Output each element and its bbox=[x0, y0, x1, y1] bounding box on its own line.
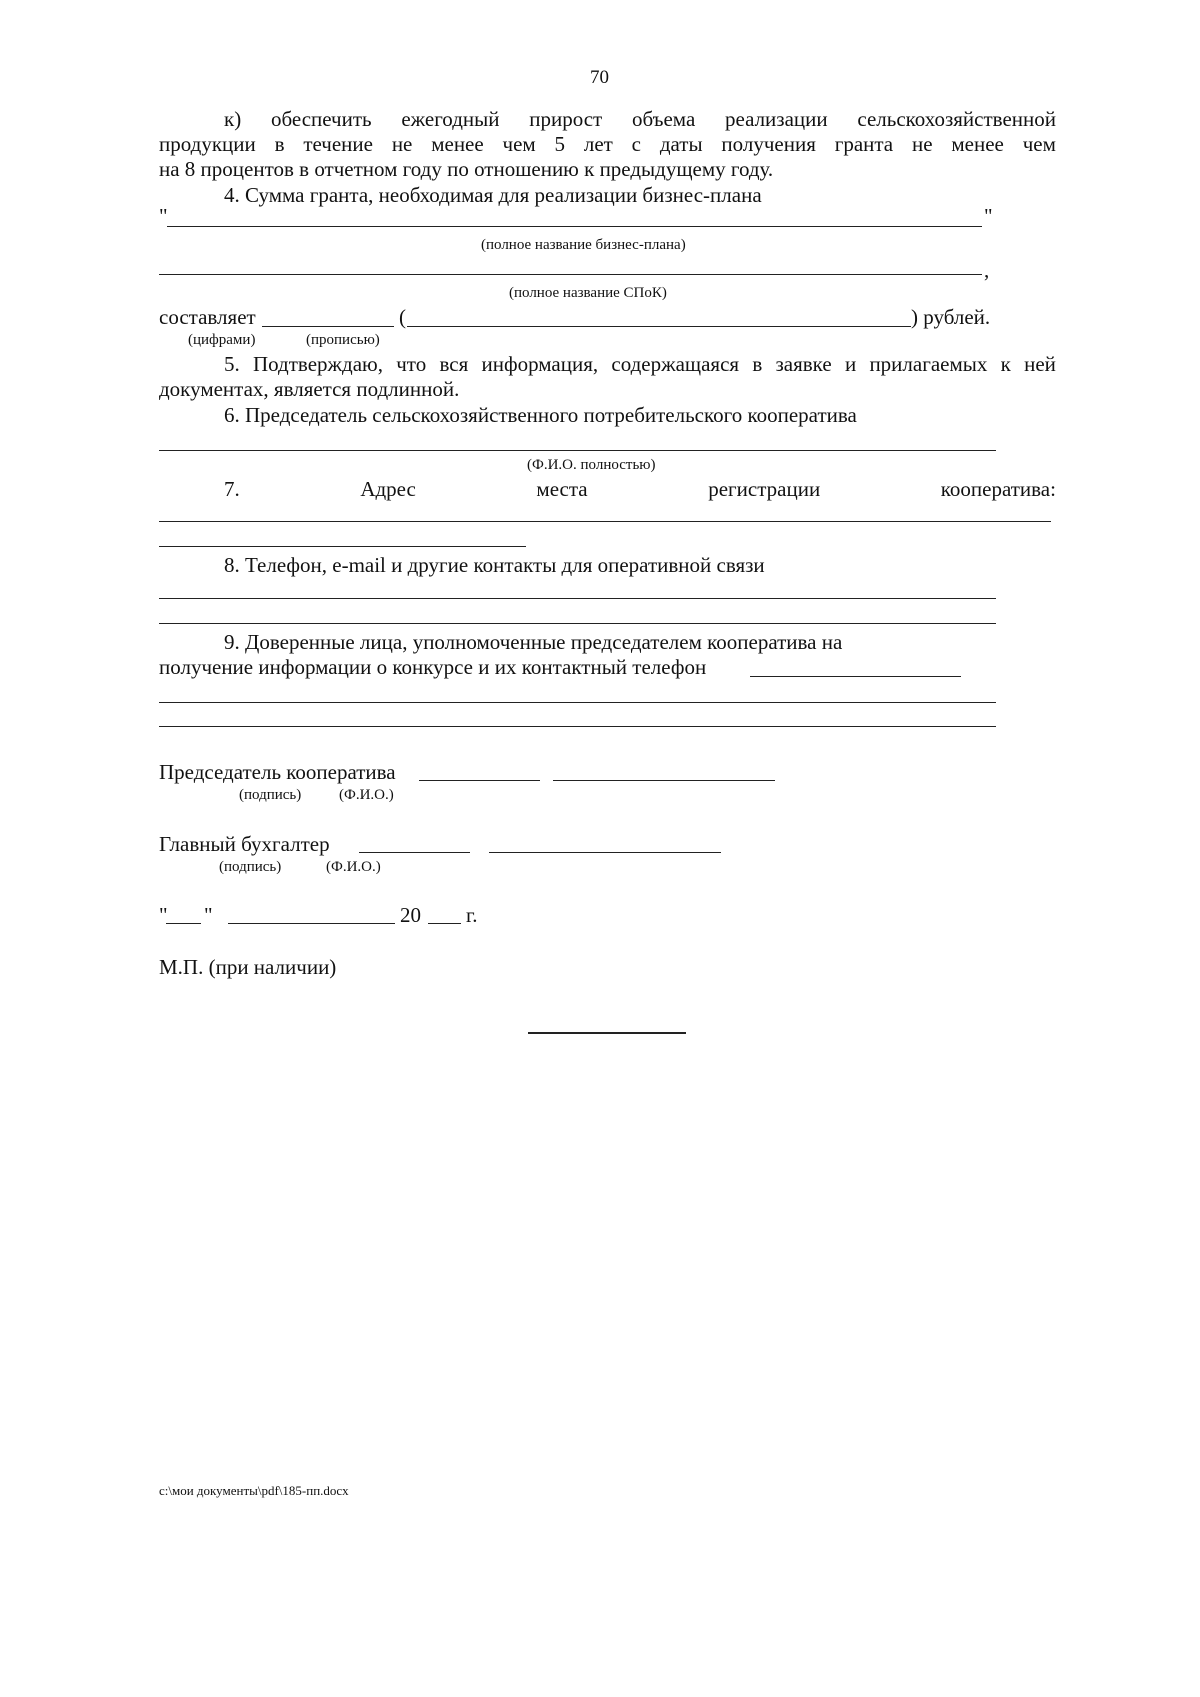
date-year-line[interactable] bbox=[428, 923, 461, 924]
chairman-fio-line[interactable] bbox=[553, 780, 775, 781]
item5-line2: документах, является подлинной. bbox=[159, 377, 460, 401]
item5-line1-word: заявке bbox=[775, 352, 832, 376]
item5-line1-word: содержащаяся bbox=[611, 352, 740, 376]
para-k-line2 bbox=[159, 132, 1056, 156]
amount-prefix: составляет bbox=[159, 305, 256, 329]
para-k-line2-word: менее bbox=[951, 132, 1004, 156]
para-k-line2-word: не bbox=[911, 132, 933, 156]
para-k-line2-word: течение bbox=[303, 132, 373, 156]
date-quote-close: " bbox=[204, 903, 213, 927]
item5-line1-word: вся bbox=[439, 352, 469, 376]
para-k-line2-word: чем bbox=[1022, 132, 1056, 156]
caption-spok-name: (полное название СПоК) bbox=[509, 285, 667, 301]
item5-line1-word: и bbox=[844, 352, 857, 376]
accountant-caption-sign: (подпись) bbox=[219, 859, 282, 875]
stamp-text: М.П. (при наличии) bbox=[159, 955, 337, 979]
amount-digits-line[interactable] bbox=[262, 326, 394, 327]
item5-line1-word: Подтверждаю, bbox=[253, 352, 383, 376]
accountant-fio-line[interactable] bbox=[489, 852, 721, 853]
para-k-line2-word: менее bbox=[431, 132, 484, 156]
item7-word: Адрес bbox=[360, 477, 416, 501]
amount-words-line[interactable] bbox=[407, 326, 911, 327]
para-k-line2-word: даты bbox=[659, 132, 703, 156]
item6-text: 6. Председатель сельскохозяйственного потребительского кооператива bbox=[224, 403, 857, 427]
para-k-line2-word: не bbox=[391, 132, 413, 156]
item5-line1-word: что bbox=[396, 352, 427, 376]
item5-line1-word: прилагаемых bbox=[869, 352, 988, 376]
para-k-line1-word: прирост bbox=[529, 107, 603, 131]
date-year-prefix: 20 bbox=[400, 903, 421, 927]
contacts-line-2[interactable] bbox=[159, 623, 996, 624]
item9-line1: 9. Доверенные лица, уполномоченные председателем кооператива на bbox=[224, 630, 843, 654]
item4-text: 4. Сумма гранта, необходимая для реализации бизнес-плана bbox=[224, 183, 762, 207]
item4-comma: , bbox=[984, 258, 990, 282]
spok-name-line[interactable] bbox=[159, 274, 982, 275]
address-line-1[interactable] bbox=[159, 521, 1051, 522]
amount-open-paren: ( bbox=[399, 305, 406, 329]
para-k-line1-word: реализации bbox=[725, 107, 828, 131]
date-quote-open: " bbox=[159, 903, 168, 927]
item4-quote-open: " bbox=[159, 204, 168, 228]
item8-text: 8. Телефон, e-mail и другие контакты для оперативной связи bbox=[224, 553, 765, 577]
item7-word: места bbox=[536, 477, 588, 501]
plan-name-line[interactable] bbox=[167, 226, 982, 227]
chairman-signature-line[interactable] bbox=[419, 780, 540, 781]
para-k-line2-word: лет bbox=[583, 132, 613, 156]
caption-words: (прописью) bbox=[306, 332, 380, 348]
date-month-line[interactable] bbox=[228, 923, 395, 924]
para-k-line1 bbox=[224, 107, 1056, 131]
para-k-line2-word: 5 bbox=[554, 132, 566, 156]
caption-fio-full: (Ф.И.О. полностью) bbox=[527, 457, 656, 473]
para-k-line1-word: сельскохозяйственной bbox=[857, 107, 1056, 131]
trusted-persons-line-1[interactable] bbox=[159, 702, 996, 703]
amount-suffix: ) рублей. bbox=[911, 305, 991, 329]
page-number: 70 bbox=[590, 67, 609, 88]
para-k-line2-word: получения bbox=[721, 132, 816, 156]
chairman-label: Председатель кооператива bbox=[159, 760, 396, 784]
para-k-line1-word: к) bbox=[224, 107, 242, 131]
date-day-line[interactable] bbox=[166, 923, 201, 924]
caption-digits: (цифрами) bbox=[188, 332, 256, 348]
footer-file-path: c:\мои документы\pdf\185-пп.docx bbox=[159, 1483, 349, 1498]
chairman-fullname-line[interactable] bbox=[159, 450, 996, 451]
item7-line bbox=[224, 477, 1056, 501]
para-k-line2-word: чем bbox=[502, 132, 536, 156]
item5-line1-word: ней bbox=[1024, 352, 1056, 376]
trusted-persons-line-2[interactable] bbox=[159, 726, 996, 727]
accountant-signature-line[interactable] bbox=[359, 852, 470, 853]
para-k-line2-word: гранта bbox=[834, 132, 894, 156]
para-k-line1-word: ежегодный bbox=[401, 107, 500, 131]
item5-line1-word: в bbox=[752, 352, 763, 376]
para-k-line1-word: объема bbox=[631, 107, 696, 131]
item7-word: регистрации bbox=[708, 477, 821, 501]
item7-word: 7. bbox=[224, 477, 240, 501]
item5-line1-word: 5. bbox=[224, 352, 240, 376]
contacts-line-1[interactable] bbox=[159, 598, 996, 599]
item4-quote-close: " bbox=[984, 204, 993, 228]
chairman-caption-sign: (подпись) bbox=[239, 787, 302, 803]
item5-line1-word: информация, bbox=[481, 352, 599, 376]
trusted-phone-line[interactable] bbox=[750, 676, 961, 677]
accountant-caption-fio: (Ф.И.О.) bbox=[326, 859, 381, 875]
para-k-line1-word: обеспечить bbox=[270, 107, 372, 131]
item9-line2: получение информации о конкурсе и их контактный телефон bbox=[159, 655, 707, 679]
item5-line1 bbox=[224, 352, 1056, 376]
caption-plan-name: (полное название бизнес-плана) bbox=[481, 237, 686, 253]
para-k-line2-word: с bbox=[631, 132, 641, 156]
address-line-2[interactable] bbox=[159, 546, 526, 547]
date-year-suffix: г. bbox=[466, 903, 478, 927]
para-k-line3: на 8 процентов в отчетном году по отношению к предыдущему году. bbox=[159, 157, 774, 181]
item7-word: кооператива: bbox=[940, 477, 1056, 501]
accountant-label: Главный бухгалтер bbox=[159, 832, 330, 856]
para-k-line2-word: в bbox=[274, 132, 285, 156]
chairman-caption-fio: (Ф.И.О.) bbox=[339, 787, 394, 803]
item5-line1-word: к bbox=[1000, 352, 1011, 376]
end-divider bbox=[528, 1032, 686, 1034]
para-k-line2-word: продукции bbox=[159, 132, 256, 156]
